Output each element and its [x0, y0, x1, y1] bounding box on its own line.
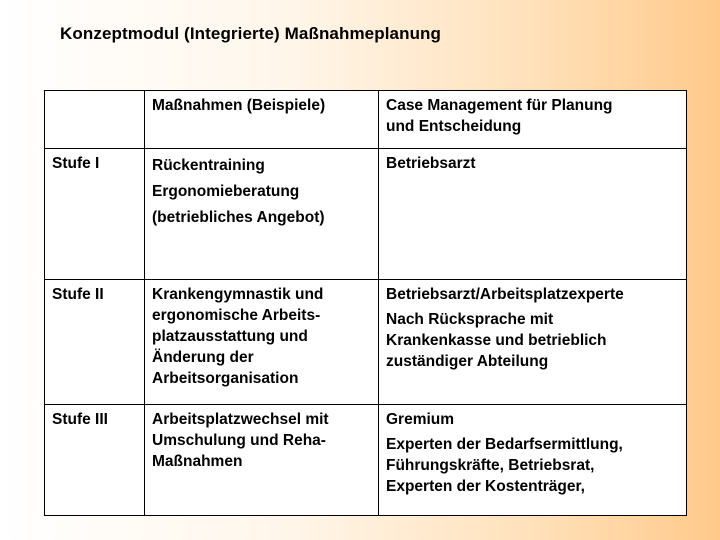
measures-cell	[145, 280, 379, 405]
table-header-row	[45, 91, 687, 149]
stage-label: Stufe I	[45, 149, 145, 280]
measures-table	[44, 90, 687, 516]
measure-line: platzausstattung und	[152, 328, 308, 345]
measure-line: Änderung der	[152, 349, 254, 366]
measures-cell	[145, 149, 379, 280]
measure-line: Maßnahmen	[152, 453, 243, 470]
measure-line: Ergonomieberatung	[152, 183, 300, 200]
header-case-management-cell	[379, 91, 687, 149]
case-line: Krankenkasse und betrieblich	[386, 332, 607, 349]
measure-line: Krankengymnastik und	[152, 286, 324, 303]
table-row-stage-3	[45, 405, 687, 516]
case-line: Experten der Kostenträger,	[386, 478, 585, 495]
case-cell	[379, 405, 687, 516]
case-line: Nach Rücksprache mit	[386, 311, 554, 328]
measure-line: Arbeitsplatzwechsel mit	[152, 411, 329, 428]
measures-cell	[145, 405, 379, 516]
measure-line: ergonomische Arbeits-	[152, 307, 321, 324]
case-cell	[379, 149, 687, 280]
header-empty-cell	[45, 91, 145, 149]
header-measures-cell: Maßnahmen (Beispiele)	[145, 91, 379, 149]
case-cell	[379, 280, 687, 405]
header-case-line: Case Management für Planung	[386, 97, 613, 114]
measure-line: Umschulung und Reha-	[152, 432, 326, 449]
case-line: Gremium	[386, 411, 455, 428]
measure-line: Arbeitsorganisation	[152, 370, 299, 387]
case-line: Führungskräfte, Betriebsrat,	[386, 457, 595, 474]
measure-line: Rückentraining	[152, 157, 265, 174]
table-row-stage-1	[45, 149, 687, 280]
stage-label: Stufe II	[45, 280, 145, 405]
measure-line: (betriebliches Angebot)	[152, 209, 325, 226]
slide-title: Konzeptmodul (Integrierte) Maßnahmeplanung	[60, 24, 442, 43]
header-case-line: und Entscheidung	[386, 118, 522, 135]
case-line: Experten der Bedarfsermittlung,	[386, 436, 623, 453]
case-line: zuständiger Abteilung	[386, 353, 549, 370]
table-row-stage-2	[45, 280, 687, 405]
case-line: Betriebsarzt	[386, 155, 476, 172]
stage-label: Stufe III	[45, 405, 145, 516]
case-line: Betriebsarzt/Arbeitsplatzexperte	[386, 286, 624, 303]
